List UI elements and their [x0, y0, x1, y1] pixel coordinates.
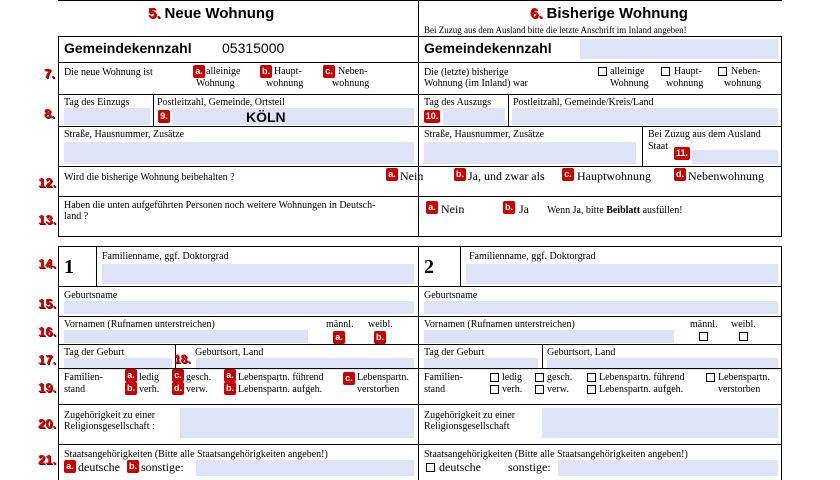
female-checkbox-2[interactable]	[739, 332, 748, 341]
old-street-label: Straße, Hausnummer, Zusätze	[424, 129, 545, 140]
single-label-2: ledig	[502, 372, 522, 383]
religion-label-2b: Religionsgesellschaft	[424, 421, 510, 432]
postal-code-label: Postleitzahl, Gemeinde, Ortsteil	[157, 97, 285, 108]
divorced-label-2: gesch.	[547, 372, 573, 383]
option-secondary-label: Neben-	[338, 66, 368, 77]
new-residence-type-label: Die neue Wohnung ist	[64, 67, 153, 78]
first-names-field-1[interactable]	[64, 330, 308, 343]
birth-name-field-2[interactable]	[424, 301, 778, 314]
german-label-2: deutsche	[439, 460, 481, 474]
option-main-label: Haupt-	[274, 66, 302, 77]
keep-secondary-marker[interactable]: d.	[676, 169, 684, 179]
community-code-field-old[interactable]	[580, 39, 778, 59]
marker-b[interactable]: b.	[262, 66, 270, 76]
option-sole-label: alleinige	[206, 66, 241, 77]
old-sole-checkbox[interactable]	[598, 67, 607, 76]
birth-date-label-2: Tag der Geburt	[424, 347, 485, 358]
first-names-field-2[interactable]	[424, 330, 674, 343]
german-label-1: deutsche	[78, 460, 120, 474]
old-residence-type-label-2: Wohnung (im Inland) war	[424, 78, 528, 89]
religion-field-2[interactable]	[542, 408, 778, 438]
supplement-note: Wenn Ja, bitte Beiblatt ausfüllen!	[547, 205, 683, 216]
other-yes-label: Ja	[519, 202, 529, 216]
old-postal-code-label: Postleitzahl, Gemeinde/Kreis/Land	[513, 97, 654, 108]
widowed-label-1: verw.	[186, 384, 208, 395]
keep-yes-label: Ja, und zwar als	[468, 169, 545, 183]
move-in-date-field[interactable]	[64, 108, 150, 125]
marital-status-label-2b: stand	[424, 384, 446, 395]
family-name-label-2: Familienname, ggf. Doktorgrad	[469, 251, 596, 262]
move-out-date-label: Tag des Auszugs	[424, 97, 492, 108]
lp-leading-label-2: Lebenspartn. führend	[599, 372, 685, 383]
lp-dissolved-checkbox-2[interactable]	[587, 385, 596, 394]
single-checkbox-2[interactable]	[490, 373, 499, 382]
other-nationality-marker-1[interactable]: b.	[129, 461, 137, 471]
old-option-main: Haupt-	[674, 66, 702, 77]
marital-status-label-1b: stand	[64, 384, 86, 395]
row-number-15: 15.	[38, 296, 57, 311]
community-code-label-old: Gemeindekennzahl	[424, 40, 552, 56]
divorced-label-1: gesch.	[186, 372, 212, 383]
community-code-label-new: Gemeindekennzahl	[64, 40, 192, 56]
row-number-16: 16.	[38, 324, 57, 339]
lp-deceased-checkbox-2[interactable]	[706, 373, 715, 382]
birth-name-label-2: Geburtsname	[424, 290, 478, 301]
other-yes-marker[interactable]: b.	[505, 202, 513, 212]
widowed-checkbox-2[interactable]	[535, 385, 544, 394]
other-residences-question-2: land ?	[64, 211, 89, 222]
family-name-field-2[interactable]	[466, 264, 778, 284]
other-no-label: Nein	[441, 202, 465, 216]
marker-9: 9.	[158, 110, 170, 123]
abroad-label: Bei Zuzug aus dem Ausland	[648, 129, 761, 140]
city-field[interactable]	[172, 108, 414, 125]
keep-main-marker[interactable]: c.	[562, 168, 574, 181]
male-label-1: männl.	[326, 319, 354, 330]
single-label-1: ledig	[139, 372, 159, 383]
married-label-1: verh.	[139, 384, 160, 395]
country-field[interactable]	[692, 150, 778, 164]
country-label: Staat	[648, 141, 668, 152]
family-name-field-1[interactable]	[102, 264, 414, 284]
birth-place-label-1: Geburtsort, Land	[195, 347, 264, 358]
keep-residence-question: Wird die bisherige Wohnung beibehalten ?	[64, 172, 235, 183]
marker-a[interactable]: a.	[193, 65, 205, 78]
move-in-date-label: Tag des Einzugs	[64, 97, 130, 108]
street-label: Straße, Hausnummer, Zusätze	[64, 129, 185, 140]
row-number-14: 14.	[38, 256, 57, 271]
other-no-marker[interactable]: a.	[426, 201, 438, 214]
city-value[interactable]: KÖLN	[246, 109, 286, 125]
old-option-secondary: Neben-	[731, 66, 761, 77]
row-number-13: 13.	[38, 212, 57, 227]
lp-deceased-marker-1[interactable]: c.	[343, 372, 355, 385]
nationality-label-1: Staatsangehörigkeiten (Bitte alle Staatsangehörigkeiten angeben!)	[64, 449, 328, 460]
keep-no-marker[interactable]: a.	[386, 168, 398, 181]
lp-leading-checkbox-2[interactable]	[587, 373, 596, 382]
family-name-label-1: Familienname, ggf. Doktorgrad	[102, 251, 229, 262]
male-label-2: männl.	[690, 319, 718, 330]
german-marker-1[interactable]: a.	[64, 460, 76, 473]
row-number-8: 8.	[44, 106, 55, 121]
other-nationality-label-2: sonstige:	[508, 460, 551, 474]
divorced-marker-1[interactable]: c.	[172, 369, 184, 382]
lp-dissolved-label-1: Lebenspartn. aufgeh.	[238, 384, 323, 395]
female-marker-1[interactable]: b.	[376, 332, 384, 342]
marker-11: 11.	[675, 148, 688, 158]
married-marker-1[interactable]: b.	[127, 383, 135, 393]
row-number-21: 21.	[38, 452, 57, 467]
widowed-marker-1[interactable]: d.	[174, 383, 182, 393]
birth-place-label-2: Geburtsort, Land	[547, 347, 616, 358]
female-label-2: weibl.	[731, 319, 756, 330]
keep-main-label: Hauptwohnung	[577, 169, 651, 183]
row-number-17: 17.	[38, 352, 57, 367]
religion-label-1b: Religionsgesellschaft :	[64, 421, 155, 432]
married-label-2: verh.	[502, 384, 523, 395]
street-field[interactable]	[64, 142, 414, 164]
person-2-number: 2	[424, 256, 434, 278]
marital-status-label-2: Familien-	[424, 372, 463, 383]
keep-no-label: Nein	[400, 169, 424, 183]
option-sole-label-2: Wohnung	[196, 78, 235, 89]
keep-secondary-label: Nebenwohnung	[688, 169, 764, 183]
other-residences-question: Haben die unten aufgeführten Personen noch weitere Wohnungen in Deutsch-	[64, 200, 376, 211]
old-street-field[interactable]	[424, 142, 636, 164]
marker-10: 10.	[425, 111, 439, 121]
old-option-sole-2: Wohnung	[610, 78, 649, 89]
divorced-checkbox-2[interactable]	[535, 373, 544, 382]
old-option-sole: alleinige	[610, 66, 645, 77]
birth-name-field-1[interactable]	[64, 301, 414, 314]
first-names-label-1: Vornamen (Rufnamen unterstreichen)	[64, 319, 215, 330]
old-postal-field[interactable]	[512, 108, 778, 125]
abroad-note: Bei Zuzug aus dem Ausland bitte die letzte Anschrift im Inland angeben!	[424, 25, 687, 35]
option-main-label-2: wohnung	[266, 78, 304, 89]
first-names-label-2: Vornamen (Rufnamen unterstreichen)	[424, 319, 575, 330]
keep-yes-marker[interactable]: b.	[456, 169, 464, 179]
married-checkbox-2[interactable]	[490, 385, 499, 394]
birth-date-label-1: Tag der Geburt	[64, 347, 125, 358]
lp-leading-label-1: Lebenspartn. führend	[238, 372, 324, 383]
old-residence-type-label: Die (letzte) bisherige	[424, 67, 509, 78]
row-number-12: 12.	[38, 175, 57, 190]
previous-residence-header: 6. Bisherige Wohnung	[530, 5, 688, 22]
birth-name-label-1: Geburtsname	[64, 290, 118, 301]
row-number-7: 7.	[44, 66, 55, 81]
old-main-checkbox[interactable]	[661, 67, 670, 76]
old-option-main-2: wohnung	[666, 78, 704, 89]
religion-label-2: Zugehörigkeit zu einer	[424, 410, 516, 421]
lp-deceased-label-1b: verstorben	[357, 384, 400, 395]
row-number-20: 20.	[38, 416, 57, 431]
lp-deceased-label-1: Lebenspartn.	[357, 372, 409, 383]
nationality-label-2: Staatsangehörigkeiten (Bitte alle Staatsangehörigkeiten angeben!)	[424, 449, 688, 460]
widowed-label-2: verw.	[547, 384, 569, 395]
other-nationality-label-1: sonstige:	[141, 460, 184, 474]
female-label-1: weibl.	[368, 319, 393, 330]
row-number-18: 18.	[174, 352, 191, 366]
male-checkbox-2[interactable]	[699, 332, 708, 341]
lp-dissolved-label-2: Lebenspartn. aufgeh.	[599, 384, 684, 395]
german-checkbox-2[interactable]	[426, 463, 435, 472]
person-1-number: 1	[64, 256, 74, 278]
old-option-secondary-2: wohnung	[724, 78, 762, 89]
religion-label-1: Zugehörigkeit zu einer	[64, 410, 156, 421]
community-code-value[interactable]: 05315000	[222, 40, 285, 56]
religion-field-1[interactable]	[180, 408, 414, 438]
single-marker-1[interactable]: a.	[125, 369, 137, 382]
lp-deceased-label-2: Lebenspartn.	[718, 372, 770, 383]
new-residence-header: 5. Neue Wohnung	[148, 5, 275, 22]
male-marker-1[interactable]: a.	[333, 331, 345, 344]
marker-c[interactable]: c.	[323, 65, 335, 78]
option-secondary-label-2: wohnung	[332, 78, 370, 89]
marital-status-label-1: Familien-	[64, 372, 103, 383]
row-number-19: 19.	[38, 380, 57, 395]
old-secondary-checkbox[interactable]	[718, 67, 727, 76]
other-nationality-field-1[interactable]	[196, 460, 414, 476]
lp-leading-marker-1[interactable]: a.	[224, 369, 236, 382]
other-nationality-field-2[interactable]	[558, 460, 778, 476]
lp-deceased-label-2b: verstorben	[718, 384, 761, 395]
lp-dissolved-marker-1[interactable]: b.	[226, 383, 234, 393]
move-out-date-field[interactable]	[443, 108, 505, 125]
